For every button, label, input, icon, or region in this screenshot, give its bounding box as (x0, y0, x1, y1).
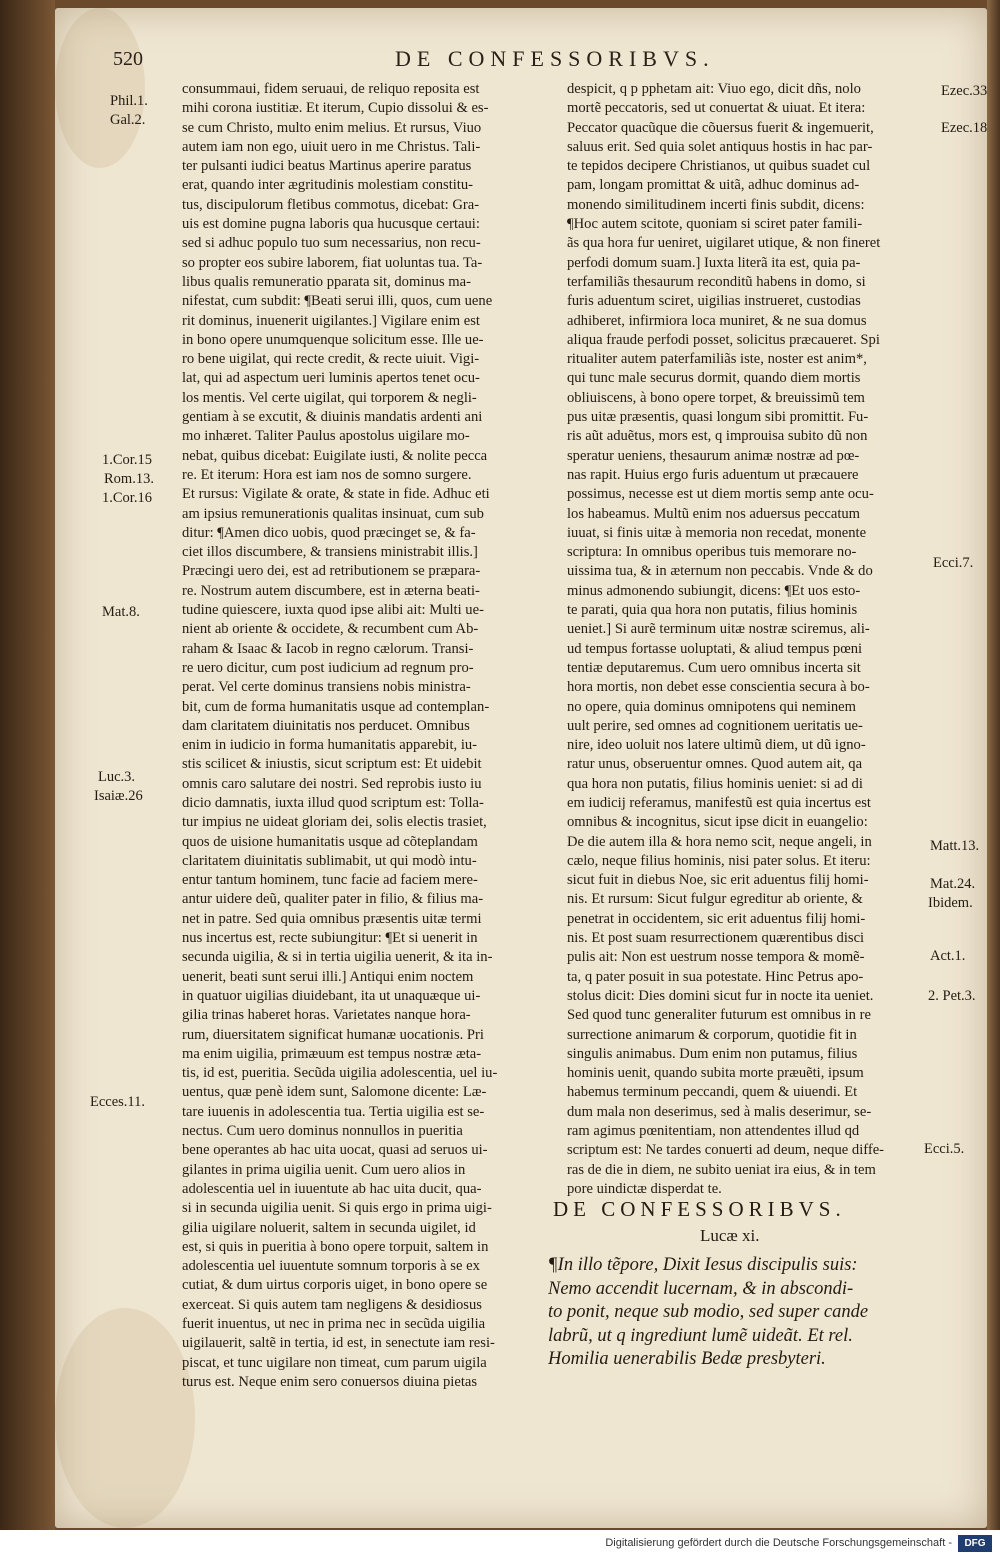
book-binding-edge (0, 0, 55, 1559)
text-line: adolescentia uel iuuentute somnum torporis à se ex (182, 1258, 480, 1275)
text-line: ma enim uigilia, primæuum est tempus nostræ æta- (182, 1045, 482, 1062)
text-line: hominis uenit, quando subita morte præuẽti, ipsum (567, 1065, 864, 1082)
text-line: fuerit inuentus, ut nec in prima nec in secũda uigilia (182, 1316, 486, 1332)
section-heading: DE CONFESSORIBVS. (553, 1197, 846, 1221)
text-line: monendo similitudinem incerti finis subdit, dicens: (567, 196, 865, 213)
left-text-column (182, 80, 538, 1392)
text-line: gilantes in prima uigilia uenit. Cum uero alios in (182, 1161, 466, 1178)
text-line: sed si adhuc populo tuo sum necessarius, non recu- (182, 235, 481, 252)
text-line: uissima tua, & in æternum non peccabis. Vnde & do (567, 563, 873, 580)
text-line: uenerit, beati sunt serui illi.] Antiqui enim noctem (182, 968, 474, 985)
text-line: tur impius ne uideat gloriam dei, solis electis trasiet, (182, 814, 487, 831)
text-line: ueniet.] Si aurẽ terminum uitæ nostræ sciremus, ali- (567, 621, 870, 638)
margin-note-eccl11: Ecces.11. (90, 1094, 146, 1110)
margin-note-luc: Luc.3. (98, 769, 136, 785)
margin-note-isa: Isaiæ.26 (94, 788, 143, 804)
text-line: bit, cum de forma humanitatis usque ad contemplan- (182, 698, 490, 715)
text-line: autem iam non ego, uiuit uero in me Christus. Tali- (182, 138, 481, 155)
text-line: surrectione animarum & corporum, quotidie fit in (567, 1026, 857, 1043)
margin-note-phil: Phil.1. (110, 93, 148, 109)
margin-note-mat8: Mat.8. (102, 604, 140, 620)
text-line: em iudicij referamus, manifestũ est quia incertus est (567, 794, 871, 811)
text-line: te tepidos decipere Christianos, ut quibus suadet cul (567, 158, 871, 175)
text-line: pore uindictæ disperdat te. (567, 1180, 722, 1197)
text-line: omnibus & incognitus, sicut ipse dicit in euangelio: (567, 814, 868, 831)
margin-note-cor16: 1.Cor.16 (102, 490, 152, 506)
text-line: scriptum est: Ne tardes conuerti ad deum, neque diffe- (567, 1142, 885, 1159)
margin-note-ecci7: Ecci.7. (933, 555, 974, 571)
text-line: consummaui, fidem seruaui, de reliquo reposita est (182, 81, 480, 97)
text-line: mortẽ peccatoris, sed ut conuertat & uiuat. Et itera: (567, 100, 866, 117)
text-line: gentiam à se excutit, & diuinis mandatis ardenti ani (182, 409, 483, 426)
text-line: re uero dicitur, cum post iudicium ad regnum pro- (182, 659, 474, 676)
text-line: ciet illos discumbere, & transiens ministrabit illis.] (182, 544, 478, 561)
text-line: adhiberet, infirmiora loca muniret, & ne sua domus (567, 312, 867, 329)
text-line: ratur unus, obseruentur omnes. Quod autem ait, qa (567, 756, 863, 773)
text-line: rit dominus, inuenerit uigilantes.] Vigilare enim est (182, 312, 480, 329)
margin-note-ezec18: Ezec.18 (941, 120, 988, 136)
text-line: tudine quiescere, iuxta quod ipse alibi ait: Multi ue- (182, 602, 484, 619)
text-line: speratur ueniens, thesaurum animæ nostræ ad pœ- (567, 447, 860, 464)
text-line: rum, diuersitatem significat humanæ uocationis. Pri (182, 1026, 484, 1043)
digitization-footer (0, 1530, 1000, 1559)
text-line: possimus, necesse est ut diem mortis semp ante ocu- (567, 486, 874, 503)
text-line: in bono opere unumquenque solicitum esse. Ille ue- (182, 331, 484, 348)
margin-note-pet: 2. Pet.3. (928, 988, 976, 1004)
text-line: gilia uigilare noluerit, saltem in secunda uigilet, id (182, 1219, 476, 1236)
text-line: exerceat. Si quis autem tam negligens & desidiosus (182, 1296, 482, 1313)
text-line: perfodi domum suam.] Iuxta literã ita est, quia pa- (567, 254, 861, 271)
text-line: nus incertus est, recte subiungitur: ¶Et si uenerit in (182, 930, 478, 947)
text-line: est, si quis in pueritia à bono opere torpuit, saltem in (182, 1238, 489, 1255)
text-line: adolescentia uel in iuuentute ab hac uita ducit, qua- (182, 1180, 482, 1197)
text-line: ro bene uigilat, qui recte credit, & recte uiuit. Vigi- (182, 351, 480, 368)
text-line: nient ab oriente & occidete, & recumbent cum Ab- (182, 621, 479, 638)
text-line: los habeamus. Multũ enim nos aduersus peccatum (567, 505, 861, 522)
text-line: piscat, et tunc uigilare non timeat, cum parum uigila (182, 1354, 487, 1371)
text-line: si in secunda uigilia uenit. Si quis ergo in prima uigi- (182, 1200, 492, 1217)
margin-note-ecci5: Ecci.5. (924, 1141, 965, 1157)
text-line: secunda uigilia, & si in tertia uigilia uenerit, & ita in- (182, 949, 493, 966)
text-line: dicio damnatis, iuxta illud quod scriptum est: Tolla- (182, 794, 484, 811)
margin-note-ezec33: Ezec.33 (941, 83, 988, 99)
margin-note-act: Act.1. (930, 948, 966, 964)
text-line: nis. Et rursum: Sicut fulgur egreditur ab oriente, & (567, 891, 863, 908)
text-line: entur tantum hominem, tunc facie ad faciem merе- (182, 872, 478, 889)
running-title: DE CONFESSORIBVS. (395, 46, 715, 71)
text-line: enim in iudicio in forma humanitatis apparebit, iu- (182, 737, 478, 754)
text-line: Sed quod tunc generaliter futurum est omnibus in re (567, 1007, 871, 1024)
text-line: los mentis. Vel certe uigilat, qui torporem & negli- (182, 389, 477, 406)
text-line: ¶Hoc autem scitote, quoniam si sciret pater famili- (567, 216, 863, 233)
text-line: sicut fuit in diebus Noe, sic erit aduentus filij homi- (567, 872, 869, 889)
margin-note-mat24: Mat.24. (930, 876, 976, 892)
page-edge-right (987, 0, 1000, 1559)
text-line: no opere, quia dominus omnipotens qui neminem (567, 698, 856, 715)
text-line: erat, quando inter ægritudinis molestiam constitu- (182, 177, 474, 194)
text-line: omnis caro salutare dei nostri. Sed reprobis iusto iu (182, 775, 482, 792)
text-line: claritatem diuinitatis sublimabit, ut qui modò intu- (182, 852, 477, 869)
text-line: ram agimus pœnitentiam, non attendentes illud qd (567, 1123, 860, 1140)
text-line: tis, id est, pueritia. Secũda uigilia adolescentia, uel iu- (182, 1065, 498, 1082)
footer-credit: Digitalisierung gefördert durch die Deutsche Forschungsgemeinschaft - (605, 1537, 952, 1549)
text-line: despicit, q p pphetam ait: Viuo ego, dicit dñs, nolo (567, 81, 861, 97)
text-line: so propter eos subire laborem, fiat uoluntas tua. Ta- (182, 254, 483, 271)
text-line: scriptura: In omnibus operibus tuis memorare no- (567, 544, 857, 561)
text-line: iuuat, si finis uitæ à memoria non recedat, monente (567, 524, 867, 541)
margin-note-ibidem: Ibidem. (928, 895, 973, 911)
text-line: ritualiter autem paterfamiliãs iste, noster est anim*, (567, 351, 867, 368)
text-line: pam, longam promittat & uitã, adhuc dominus ad- (567, 177, 860, 194)
text-line: dam claritatem diuinitatis nos perducet. Omnibus (182, 717, 470, 734)
text-line: saluus erit. Sed quia solet antiquus hostis in hac par- (567, 138, 873, 155)
margin-note-matt13: Matt.13. (930, 838, 980, 854)
text-line: tus, discipulorum fletibus commotus, dicebat: Gra- (182, 196, 480, 213)
text-line: cutiat, & dum uirtus corporis uiget, in bono opere se (182, 1277, 488, 1294)
text-line: nire, ideo uoluit nos latere ultimũ diem, ut dũ igno- (567, 737, 866, 754)
text-line: uigilauerit, saltẽ in tertia, id est, in senectute iam resi- (182, 1335, 495, 1352)
text-line: nifestat, cum subdit: ¶Beati serui illi, quos, cum uene (182, 293, 493, 310)
text-line: Peccator quacũque die cõuersus fuerit & ingemuerit, (567, 119, 874, 136)
text-line: Homilia uenerabilis Bedæ presbyteri. (548, 1349, 826, 1370)
text-line: libus qualis remuneratio pparata sit, dominus ma- (182, 273, 471, 290)
text-line: in quatuor uigilias diuidebant, ita ut unaquæque ui- (182, 987, 481, 1004)
text-line: perat. Vel certe dominus transiens nobis ministra- (182, 679, 471, 696)
margin-note-gal: Gal.2. (110, 112, 146, 128)
text-line: gilia trinas haberet horas. Varietates nanque hora- (182, 1007, 471, 1024)
text-line: quos de uisione humanitatis usque ad cõteplandam (182, 833, 478, 850)
text-line: penetrat in occidentem, sic erit aduentus filij homi- (567, 910, 866, 927)
text-line: labrũ, ut q ingrediunt lumẽ uideãt. Et rel. (548, 1325, 853, 1346)
text-line: cælo, neque filius hominis, nisi pater solus. Et iteru: (567, 852, 871, 869)
text-line: aliqua fraude perfodi posset, solicitus præcaueret. Spi (567, 331, 880, 348)
text-line: bene operantes ab hac uita uocat, quasi ad seruos ui- (182, 1142, 488, 1159)
text-line: nebat, quibus dicebat: Euigilate iusti, & nolite pecca (182, 447, 488, 464)
text-line: uentus, quæ penè idem sunt, Salomone dicente: Læ- (182, 1084, 487, 1101)
text-line: ud tempus fortasse uoluptati, & aliud tempus pœni (567, 640, 863, 657)
text-line: uult perire, sed omnes ad cognitionem ueritatis ue- (567, 717, 863, 734)
text-line: nas rapit. Huius ergo furis aduentum ut præcauere (567, 466, 859, 483)
text-line: se cum Christo, multo enim melius. Et rursus, Viuo (182, 119, 482, 136)
text-line: tentiæ deputaremus. Cum uero omnibus incerta sit (567, 659, 861, 676)
text-line: stolus dicit: Dies domini sicut fur in nocte ita ueniet. (567, 987, 874, 1004)
text-line: Nemo accendit lucernam, & in abscondi- (548, 1278, 854, 1299)
page-stain (55, 1308, 195, 1528)
text-line: singulis animabus. Dum enim non putamus, filius (567, 1045, 858, 1062)
text-line: ditur: ¶Amen dico uobis, quod præcinget se, & fa- (182, 524, 476, 541)
text-line: Præcingi uero dei, est ad retributionem se præpara- (182, 563, 481, 580)
text-line: qua hora non putatis, filius hominis ueniet: si ad di (567, 775, 863, 792)
text-line: terfamiliãs thesaurum reconditũ habens in domo, si (567, 273, 866, 290)
text-line: nis. Et post suam resurrectionem quærentibus disci (567, 930, 865, 947)
text-line: te parati, quia qua hora non putatis, filius hominis (567, 602, 858, 619)
text-line: net in patre. Sed quia omnibus præsentis uitæ termi (182, 910, 482, 927)
text-line: am ipsius remunerationis qualitas insinuat, cum sub (182, 505, 484, 522)
text-line: mihi corona iustitiæ. Et iterum, Cupio dissolui & es- (182, 100, 489, 117)
text-line: lat, qui ad aspectum ueri luminis apertos tenet ocu- (182, 370, 480, 387)
text-line: tare iuuenis in adolescentia tua. Tertia uigilia est se- (182, 1103, 485, 1120)
text-line: antur uidere deũ, qualiter pater in filio, & filius ma- (182, 891, 484, 908)
text-line: obliuiscens, à bono opere torpet, & breuissimũ tem (567, 389, 865, 406)
text-line: pulis ait: Non est uestrum nosse tempora & momẽ- (567, 949, 865, 966)
text-line: stis scilicet & iniustis, sicut scriptum est: Et uidebit (182, 756, 482, 773)
dfg-logo: DFG (958, 1535, 992, 1552)
text-line: uis est domine pugna laboris qua hucusque certaui: (182, 216, 480, 233)
margin-note-cor15: 1.Cor.15 (102, 452, 152, 468)
text-line: qui tunc male securus dormit, quando diem mortis (567, 370, 861, 387)
text-line: De die autem illa & hora nemo scit, neque angeli, in (567, 833, 872, 850)
text-line: minus admonendo subiungit, dicens: ¶Et uos esto- (567, 582, 861, 599)
text-line: re. Nostrum autem discumbere, est in æterna beati- (182, 582, 480, 599)
text-line: habemus terminum peccandi, quem & uiuendi. Et (567, 1084, 858, 1101)
text-line: re. Et iterum: Hora est iam nos de somno surgere. (182, 466, 472, 483)
right-text-column (567, 80, 929, 1199)
text-line: to ponit, neque sub modio, sed super cande (548, 1302, 869, 1323)
text-line: ter pulsanti iudici beatus Martinus aperire paratus (182, 158, 472, 175)
text-line: pus uitæ præsentis, quasi longum sibi promittit. Fu- (567, 409, 869, 426)
text-line: ris aũt aduẽtus, mors est, q improuisa subito dũ non (567, 428, 868, 445)
page-number: 520 (113, 48, 143, 70)
page-stain (55, 8, 145, 168)
text-line: turus est. Neque enim sero conuersos diuina pietas (182, 1373, 478, 1390)
text-line: ãs qua hora fur ueniret, uigilaret utique, & non fineret (567, 235, 881, 252)
text-line: ¶In illo tẽpore, Dixit Iesus discipulis suis: (548, 1255, 858, 1275)
gospel-passage (548, 1254, 928, 1372)
text-line: raham & Isaac & Iacob in regno cælorum. Transi- (182, 640, 474, 657)
text-line: ta, q pater posuit in sua potestate. Hinc Petrus apo- (567, 968, 864, 985)
text-line: hora mortis, non debet esse conscientia secura à bo- (567, 679, 870, 696)
text-line: furis aduentum sciret, uigilias instrueret, custodias (567, 293, 861, 310)
text-line: dum mala non deserimus, sed à malis deserimur, se- (567, 1103, 872, 1120)
text-line: ras de die in diem, ne subito ueniat ira eius, & in tem (567, 1161, 876, 1178)
text-line: Et rursus: Vigilate & orate, & state in fide. Adhuc eti (182, 486, 490, 503)
text-line: mo inhæret. Taliter Paulus apostolus uigilare mo- (182, 428, 470, 445)
text-line: nectus. Cum uero dominus nonnullos in pueritia (182, 1123, 463, 1140)
margin-note-rom: Rom.13. (104, 471, 154, 487)
section-subheading: Lucæ xi. (700, 1226, 760, 1245)
